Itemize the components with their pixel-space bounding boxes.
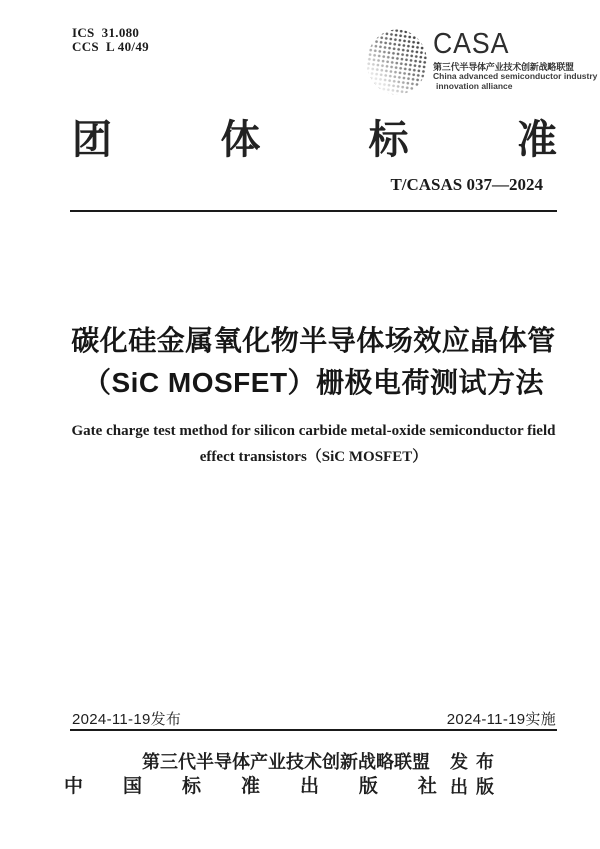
logo-alliance-name-en-line1: China advanced semiconductor industry: [433, 71, 598, 81]
press-action-char: 版: [476, 777, 494, 797]
publisher-action-char: 发: [450, 752, 468, 772]
publisher-action-char: 布: [476, 752, 494, 772]
press-char: 出: [299, 776, 319, 797]
press-char: 版: [358, 776, 378, 797]
casa-logo: [367, 28, 598, 100]
press-char: 标: [181, 776, 201, 797]
press-action-char: 出: [450, 777, 468, 797]
issue-date: 2024-11-19发布: [72, 711, 182, 728]
doc-type-char: 标: [368, 118, 409, 162]
press-char: 准: [240, 776, 260, 797]
press-char: 国: [122, 776, 142, 797]
logo-alliance-name-cn: 第三代半导体产业技术创新战略联盟: [433, 62, 574, 72]
publisher-name: 第三代半导体产业技术创新战略联盟: [142, 752, 430, 772]
globe-halftone-icon: [367, 29, 430, 102]
ccs-code: CCS L 40/49: [72, 39, 149, 54]
doc-type-char: 体: [220, 118, 261, 162]
press-action-publish: [450, 777, 494, 797]
press-char: 社: [417, 776, 437, 797]
publisher-action-issue: [450, 752, 494, 772]
press-name: [64, 777, 437, 797]
press-char: 中: [64, 776, 84, 797]
title-en-line1: Gate charge test method for silicon carbide metal-oxide semiconductor field: [71, 423, 556, 439]
classification-codes: [72, 26, 149, 54]
title-cn-line2: （SiC MOSFET）栅极电荷测试方法: [82, 367, 545, 398]
implementation-date: 2024-11-19实施: [446, 711, 556, 728]
title-en: [70, 418, 557, 470]
logo-acronym: CASA: [433, 28, 510, 60]
title-en-line2: effect transistors（SiC MOSFET）: [199, 449, 428, 465]
logo-alliance-name-en-line2: innovation alliance: [436, 80, 513, 91]
doc-type-char: 团: [72, 118, 112, 162]
title-block: [70, 320, 557, 470]
logo-alliance-name-en: [433, 72, 597, 91]
standard-number: T/CASAS 037—2024: [390, 175, 543, 194]
title-cn-line1: 碳化硅金属氧化物半导体场效应晶体管: [71, 325, 556, 356]
doc-type-char: 准: [516, 118, 557, 162]
ics-code: ICS 31.080: [72, 25, 140, 40]
footer-rule: [70, 729, 557, 731]
header-rule: [70, 210, 557, 212]
document-type-title: [72, 118, 557, 162]
